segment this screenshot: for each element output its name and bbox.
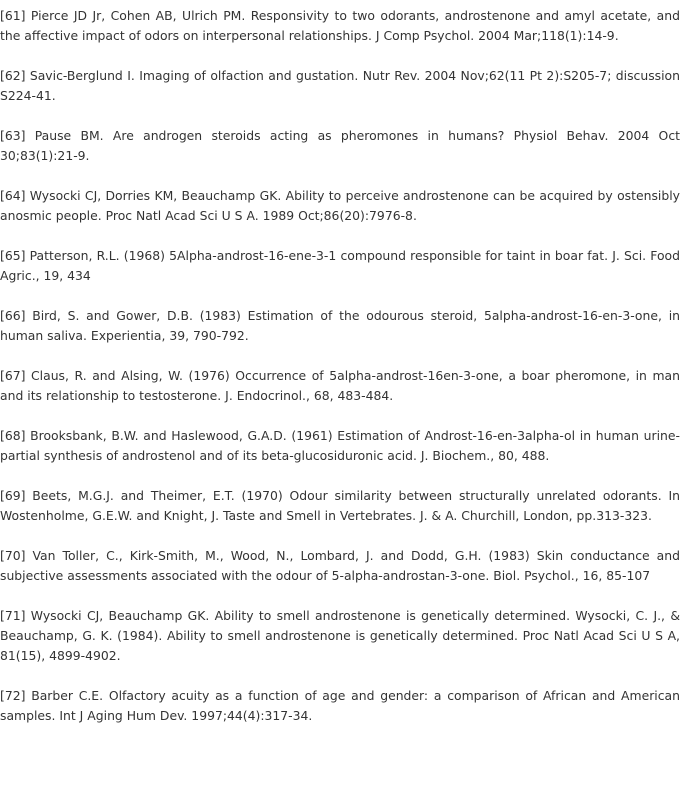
- reference-item: [62] Savic-Berglund I. Imaging of olfaction and gustation. Nutr Rev. 2004 Nov;62(11 Pt 2):S205-7; discussion S224-41.: [0, 68, 680, 103]
- reference-item: [61] Pierce JD Jr, Cohen AB, Ulrich PM. Responsivity to two odorants, androstenone and amyl acetate, and the affective impact of odors on interpersonal relationships. J Comp Psychol. 2004 Mar;118(1):14-9.: [0, 8, 680, 43]
- reference-item: [71] Wysocki CJ, Beauchamp GK. Ability to smell androstenone is genetically determined. Wysocki, C. J., & Beauchamp, G. K. (1984). Ability to smell androstenone is genetically determined. Proc Natl Acad Sci U S A, 81(15), 4899-4902.: [0, 608, 680, 663]
- reference-item: [64] Wysocki CJ, Dorries KM, Beauchamp GK. Ability to perceive androstenone can be acquired by ostensibly anosmic people. Proc Natl Acad Sci U S A. 1989 Oct;86(20):7976-8.: [0, 188, 680, 223]
- reference-item: [63] Pause BM. Are androgen steroids acting as pheromones in humans? Physiol Behav. 2004 Oct 30;83(1):21-9.: [0, 128, 680, 163]
- reference-item: [72] Barber C.E. Olfactory acuity as a function of age and gender: a comparison of African and American samples. Int J Aging Hum Dev. 1997;44(4):317-34.: [0, 688, 680, 723]
- reference-item: [66] Bird, S. and Gower, D.B. (1983) Estimation of the odourous steroid, 5alpha-androst-16-en-3-one, in human saliva. Experientia, 39, 790-792.: [0, 308, 680, 343]
- reference-item: [70] Van Toller, C., Kirk-Smith, M., Wood, N., Lombard, J. and Dodd, G.H. (1983) Skin conductance and subjective assessments associated with the odour of 5-alpha-androstan-3-one. Biol. Psychol., 16, 85-107: [0, 548, 680, 583]
- reference-item: [69] Beets, M.G.J. and Theimer, E.T. (1970) Odour similarity between structurally unrelated odorants. In Wostenholme, G.E.W. and Knight, J. Taste and Smell in Vertebrates. J. & A. Churchill, London, pp.313-323.: [0, 488, 680, 523]
- reference-item: [68] Brooksbank, B.W. and Haslewood, G.A.D. (1961) Estimation of Androst-16-en-3alpha-ol in human urine-partial synthesis of androstenol and of its beta-glucosiduronic acid. J. Biochem., 80, 488.: [0, 428, 680, 463]
- reference-item: [65] Patterson, R.L. (1968) 5Alpha-androst-16-ene-3-1 compound responsible for taint in boar fat. J. Sci. Food Agric., 19, 434: [0, 248, 680, 283]
- reference-item: [67] Claus, R. and Alsing, W. (1976) Occurrence of 5alpha-androst-16en-3-one, a boar pheromone, in man and its relationship to testosterone. J. Endocrinol., 68, 483-484.: [0, 368, 680, 403]
